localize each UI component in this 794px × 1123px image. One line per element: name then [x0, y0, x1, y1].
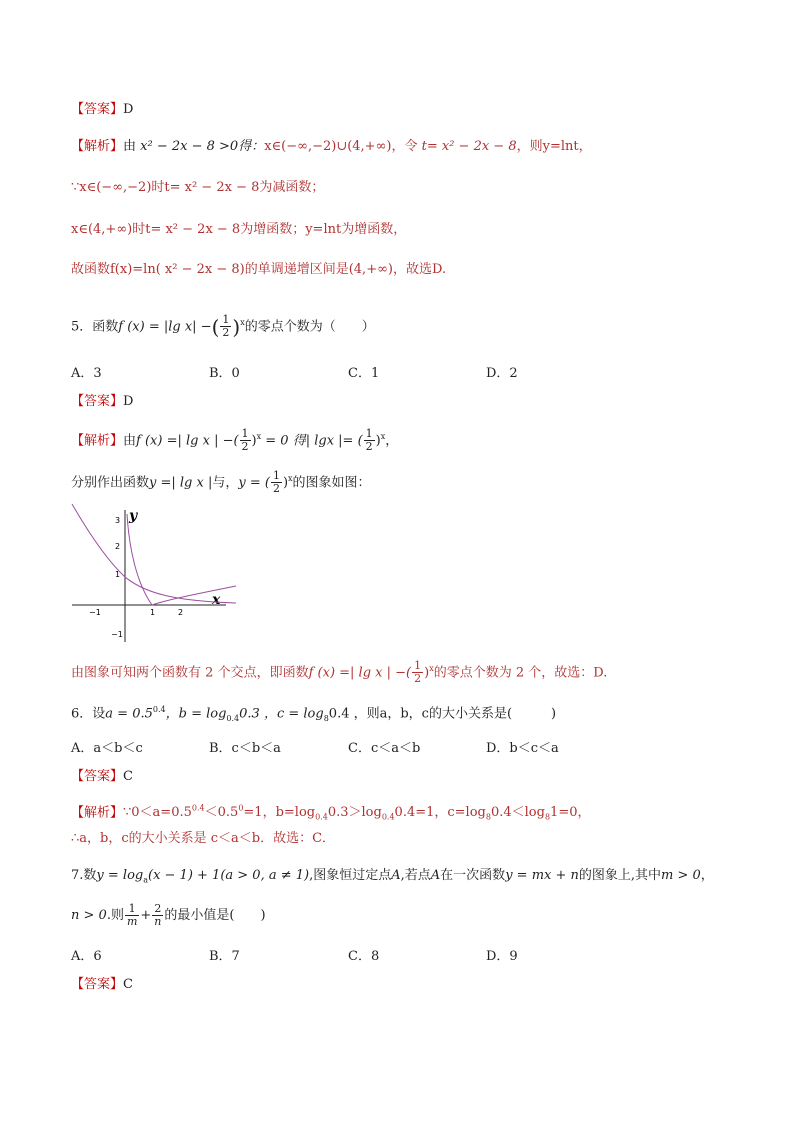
q6-answer: 【答案】C	[71, 769, 133, 784]
q6-analysis-1: 【解析】$\because 0<a=0.5^{0.4}<0.5^0=1$，$b=\log_{0.4}0.3>\log_{0.4}0.4=1$，$c=\log_80.4<\log_81=0$，	[71, 804, 591, 822]
answer-label: 【答案】	[71, 102, 124, 117]
answer-value: D	[123, 102, 134, 117]
tick-x-neg1: −1	[89, 608, 101, 617]
q6-option-b: B．c＜b＜a	[209, 741, 281, 756]
tick-y-2: 2	[115, 542, 121, 551]
q5-analysis-2: 分别作出函数y =| lg x |与，y = ( $\frac{1}{2}$ )$^x$的图象如图：	[71, 469, 371, 496]
question-7-line-1: 7.数$y = \log_a(x - 1) + 1(a > 0$, a ≠ 1),图象恒过定点A,若点A在一次函数y = mx + n的图象上,其中m > 0，	[71, 868, 714, 885]
q5-analysis-1: 【解析】由f (x) =| lg x | −( $\frac{1}{2}$ )$^x$ = 0 得| lgx |= ( $\frac{1}{2}$ )$^x$，	[71, 427, 399, 454]
question-6: 6．设$a = 0.5^{0.4}$，$b = \log_{0.4}0.3$ ，$c = \log_80.4$ ，则a，b，c的大小关系是( )	[71, 705, 557, 723]
x-axis-label: x	[212, 592, 221, 608]
q7-option-a: A．6	[71, 949, 102, 964]
q6-analysis-2: ∴a，b，c的大小关系是 c＜a＜b．故选：C．	[71, 831, 336, 846]
analysis-line-2: ∵x∈(−∞,−2)时t= x² − 2x − 8为减函数；	[71, 180, 325, 195]
analysis-line-4: 故函数f(x)=ln( x² − 2x − 8)的单调递增区间是(4,+∞)，故选D.	[71, 262, 447, 277]
q5-option-a: A．3	[71, 366, 102, 381]
answer-line-1	[71, 100, 133, 120]
tick-y-3: 3	[115, 516, 121, 525]
q7-option-c: C．8	[348, 949, 380, 964]
q6-option-c: C．c＜a＜b	[348, 741, 421, 756]
q7-answer: 【答案】C	[71, 977, 133, 992]
analysis-label: 【解析】	[71, 139, 124, 154]
q5-option-b: B．0	[209, 366, 240, 381]
q5-analysis-3: 由图象可知两个函数有 2 个交点，即函数f (x) =| lg x | −( $\frac{1}{2}$ )$^x$的零点个数为 2 个，故选：D.	[71, 659, 608, 686]
tick-x-2: 2	[178, 608, 184, 617]
exp-curve	[72, 504, 236, 603]
q6-option-a: A．a＜b＜c	[71, 741, 143, 756]
tick-x-1: 1	[150, 608, 156, 617]
analysis-line-3: x∈(4,+∞)时t= x² − 2x − 8为增函数；y=lnt为增函数，	[71, 222, 407, 237]
tick-y-neg1: −1	[111, 630, 123, 639]
question-7-line-2: n > 0.则 $\frac{1}{m}$ + $\frac{2}{n}$ 的最小值是( )	[71, 902, 266, 928]
q5-option-d: D．2	[486, 366, 518, 381]
tick-y-1: 1	[115, 570, 121, 579]
q7-option-d: D．9	[486, 949, 518, 964]
q5-option-c: C．1	[348, 366, 380, 381]
q7-option-b: B．7	[209, 949, 240, 964]
q6-option-d: D．b＜c＜a	[486, 741, 559, 756]
analysis-line-1: 【解析】由 x² − 2x − 8 >0得：x∈(−∞,−2)∪(4,+∞)，令 t= x² − 2x − 8，则y=lnt，	[71, 139, 592, 154]
q5-answer: 【答案】D	[71, 394, 134, 409]
question-5: 5．函数f (x) = |lg x| −( $\frac{1}{2}$ )$^x$的零点个数为（ ）	[71, 313, 375, 340]
function-graph	[66, 502, 240, 644]
y-axis-label: y	[129, 508, 138, 524]
